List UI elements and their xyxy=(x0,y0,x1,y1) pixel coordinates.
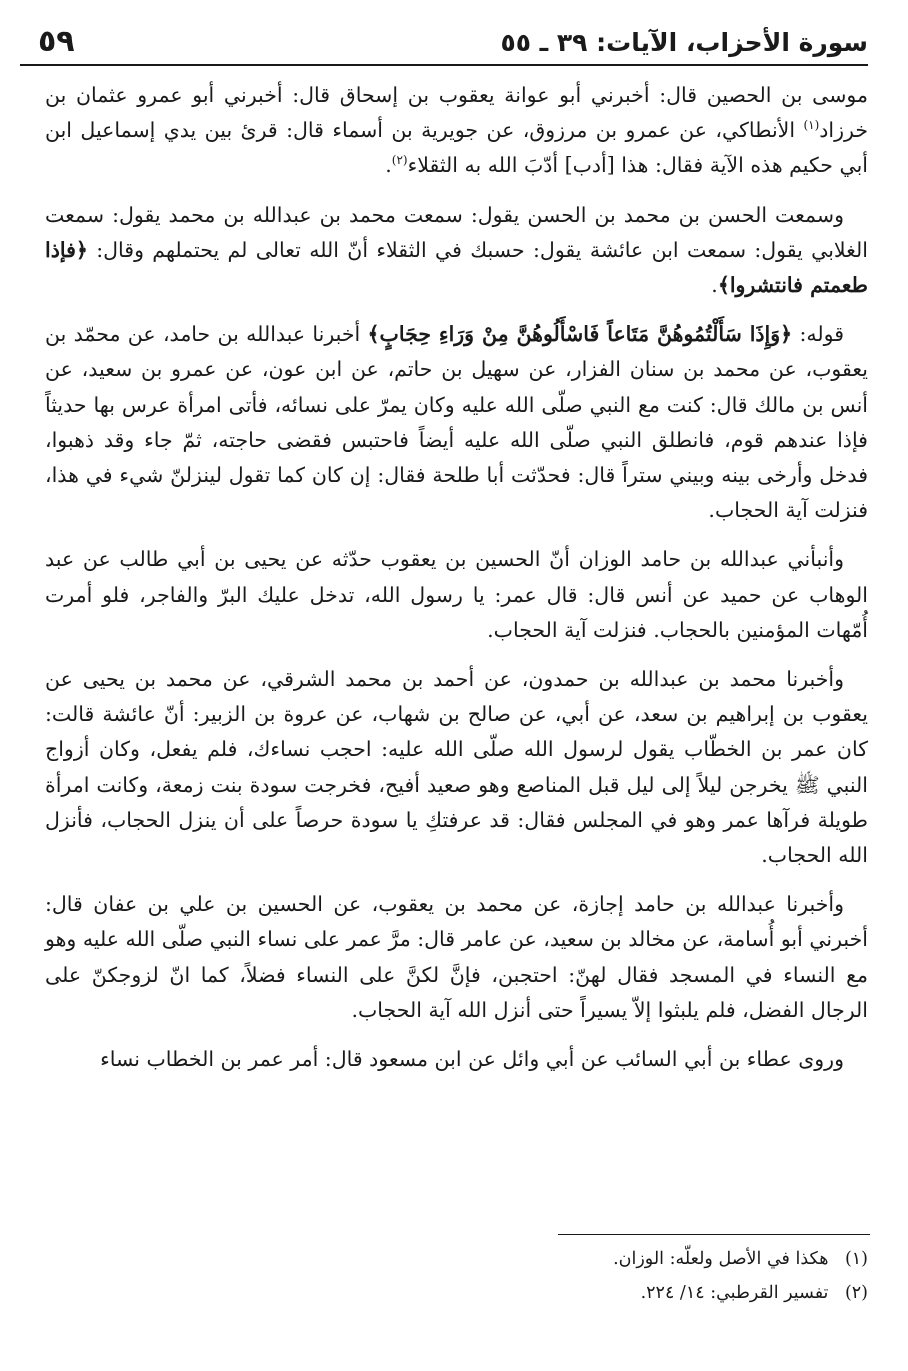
paragraph-1 xyxy=(45,78,868,184)
footnote-number: (٢) xyxy=(844,1283,868,1303)
paragraph-text: وسمعت الحسن بن محمد بن الحسن يقول: سمعت محمد بن عبدالله بن محمد يقول: سمعت الغلابي يقول: سمعت ابن عائشة يقول: حسبك في الثقلاء أنّ الله تعالى لم يحتملهم وقال: xyxy=(45,202,868,262)
paragraph-5 xyxy=(45,662,868,873)
paragraph-3 xyxy=(45,317,868,528)
footnote-2 xyxy=(45,1276,868,1310)
page-number: ٥٩ xyxy=(38,24,75,59)
page-body xyxy=(45,78,868,1091)
footnote-text: تفسير القرطبي: ١٤/ ٢٢٤. xyxy=(640,1283,829,1303)
paragraph-6 xyxy=(45,887,868,1028)
footnote-number: (١) xyxy=(844,1249,868,1269)
page-header xyxy=(20,22,868,66)
paragraph-2 xyxy=(45,198,868,304)
paragraph-4 xyxy=(45,542,868,648)
paragraph-text: وأخبرنا عبدالله بن حامد إجازة، عن محمد بن يعقوب، عن الحسين بن علي بن عفان قال: أخبرني أبو أُسامة، عن مخالد بن سعيد، عن عامر قال: مرَّ عمر على نساء النبي صلّى الله عليه وهو مع النساء في المسجد فقال لهنّ: احتجبن، فإنَّ لكنَّ على النساء فضلاً، كما انّ لزوجكنّ على الرجال الفضل، فلم يلبثوا إلاّ يسيراً حتى أنزل الله آية الحجاب. xyxy=(45,892,868,1022)
paragraph-text: وأنبأني عبدالله بن حامد الوزان أنّ الحسين بن يعقوب حدّثه عن يحيى بن أبي طالب عن عبد الوهاب عن حميد عن أنس قال: قال عمر: يا رسول الله، تدخل عليك البرّ والفاجر، فلو أمرت أُمّهات المؤمنين بالحجاب. فنزلت آية الحجاب. xyxy=(45,547,868,642)
paragraph-text: وروى عطاء بن أبي السائب عن أبي وائل عن ابن مسعود قال: أمر عمر بن الخطاب نساء xyxy=(100,1047,844,1072)
paragraph-7 xyxy=(45,1042,868,1077)
quran-verse: ﴿فإذا طعمتم فانتشروا﴾ xyxy=(45,237,868,298)
paragraph-text: موسى بن الحصين قال: أخبرني أبو عوانة يعقوب بن إسحاق قال: أخبرني أبو عمرو عثمان بن خرزاد xyxy=(45,83,868,143)
paragraph-text: . xyxy=(385,153,392,178)
footnote-divider xyxy=(558,1234,870,1235)
running-title: سورة الأحزاب، الآيات: ٣٩ ـ ٥٥ xyxy=(500,28,868,57)
footnote-text: هكذا في الأصل ولعلّه: الوزان. xyxy=(613,1249,829,1269)
quran-verse: ﴿وَإِذَا سَأَلْتُمُوهُنَّ مَتَاعاً فَاسْأَلُوهُنَّ مِنْ وَرَاءِ حِجَابٍ﴾ xyxy=(367,322,793,347)
paragraph-text: . xyxy=(711,273,718,298)
paragraph-text: الأنطاكي، عن عمرو بن مرزوق، عن جويرية بن أسماء قال: قرئ بين يدي إسماعيل ابن أبي حكيم هذه الآية فقال: هذا [أدب] أدّبَ الله به الثقلاء xyxy=(45,118,868,178)
paragraph-text: أخبرنا عبدالله بن حامد، عن محمّد بن يعقوب، عن محمد بن سنان الفزار، عن سهيل بن حاتم، عن ابن عون، عن عمرو بن سعيد، عن أنس بن مالك قال: كنت مع النبي صلّى الله عليه وكان يمرّ على نسائه، فأتى امرأة عرس بها حديثاً فإذا عندهم قوم، فانطلق النبي صلّى الله عليه أيضاً فاحتبس فقضى حاجته، ثمّ جاء وقد ذهبوا، فدخل وأرخى بينه وبيني ستراً قال: فحدّثت أبا طلحة فقال: إن كان كما تقول لينزلنّ شيء في هذا، فنزلت آية الحجاب. xyxy=(45,322,868,523)
paragraph-text: وأخبرنا محمد بن عبدالله بن حمدون، عن أحمد بن محمد الشرقي، عن محمد بن يحيى عن يعقوب بن إبراهيم بن سعد، عن أبي، عن صالح بن شهاب، عن عروة بن الزبير: أنّ عائشة قالت: كان عمر بن الخطّاب يقول لرسول الله صلّى الله عليه: احجب نساءك، فلم يفعل، وكان أزواج النبي ﷺ يخرجن ليلاً إلى ليل قبل المناصع وهو صعيد أفيح، فخرجت سودة بنت زمعة، وكانت امرأة طويلة فرآها عمر وهو في المجلس فقال: قد عرفتكِ يا سودة حرصاً على أن ينزل الحجاب، فأنزل الله الحجاب. xyxy=(45,667,868,868)
footnote-ref-1[interactable]: (١) xyxy=(803,118,820,133)
footnote-1 xyxy=(45,1242,868,1276)
paragraph-text: قوله: xyxy=(792,322,844,347)
footnotes xyxy=(45,1242,868,1310)
footnote-ref-2[interactable]: (٢) xyxy=(391,153,408,168)
